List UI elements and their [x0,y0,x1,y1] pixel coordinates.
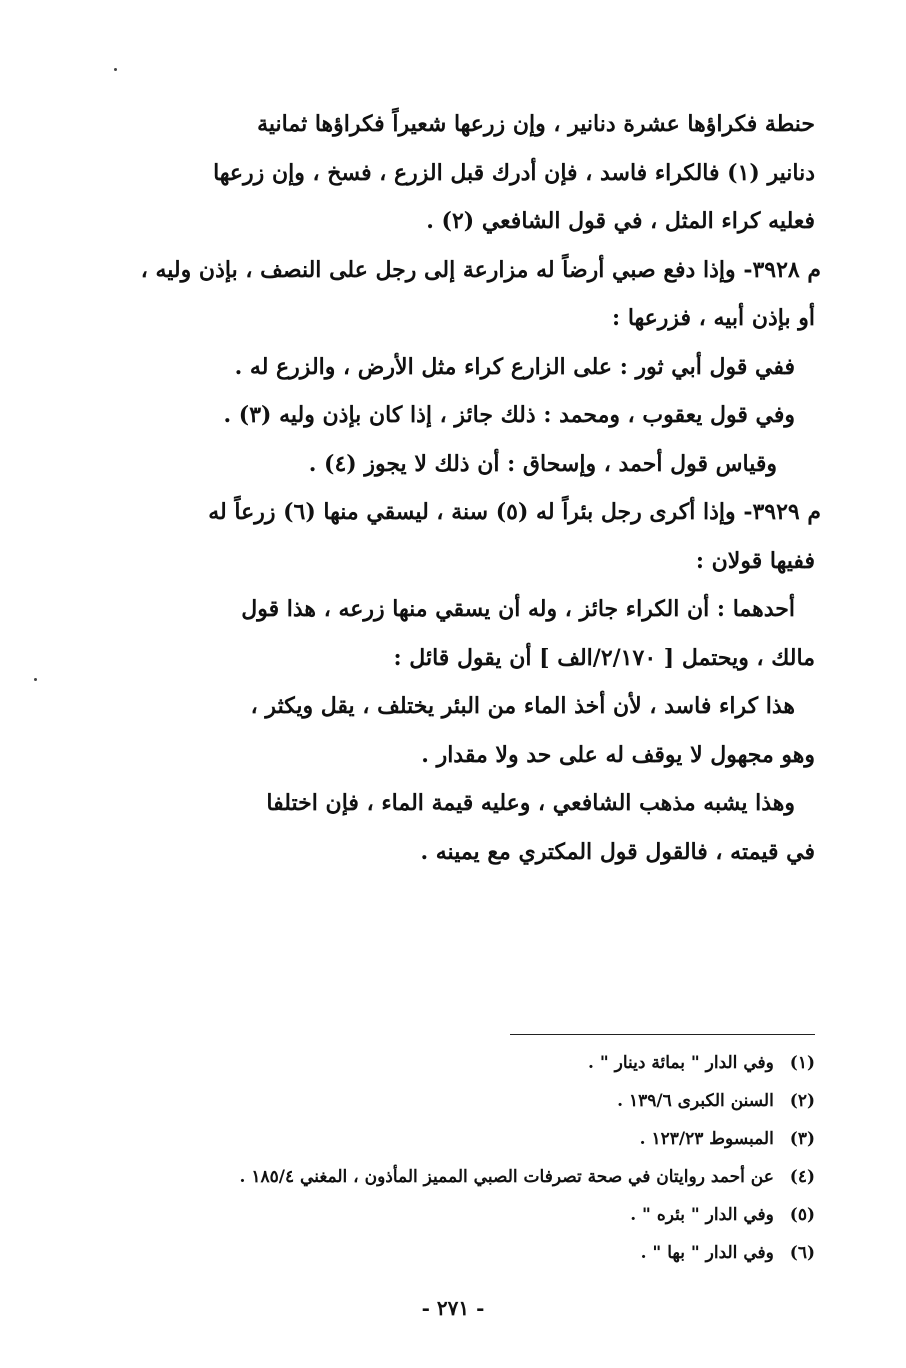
footnote-text: وفي الدار " بمائة دينار " . [588,1053,774,1073]
footnote-divider [510,1034,815,1035]
footnotes [200,1044,815,1272]
text-line: مالك ، ويحتمل [ ٢/١٧٠/الف ] أن يقول قائل : [393,644,815,671]
scan-speck [114,68,117,71]
footnote [200,1234,815,1272]
footnote [200,1044,815,1082]
text-line: أحدهما : أن الكراء جائز ، وله أن يسقي منها زرعه ، هذا قول [241,596,795,622]
footnote-number: (٦) [789,1243,815,1263]
scan-speck [34,678,37,681]
footnote-text: وفي الدار " بها " . [640,1243,774,1263]
text-line: في قيمته ، فالقول قول المكتري مع يمينه . [420,838,815,865]
footnote [200,1120,815,1158]
page-number: - ٢٧١ - [421,1296,485,1320]
footnote-text: السنن الكبرى ١٣٩/٦ . [617,1091,774,1111]
footnote [200,1158,815,1196]
text-line: وهو مجهول لا يوقف له على حد ولا مقدار . [421,741,815,768]
issue-3928-heading: م ٣٩٢٨- وإذا دفع صبي أرضاً له مزارعة إلى رجل على النصف ، بإذن وليه ، [140,256,821,283]
text-line: ففيها قولان : [695,547,815,574]
footnote-text: عن أحمد روايتان في صحة تصرفات الصبي المميز المأذون ، المغني ١٨٥/٤ . [239,1167,774,1187]
text-line: ففي قول أبي ثور : على الزارع كراء مثل الأرض ، والزرع له . [234,353,795,380]
text-line: أو بإذن أبيه ، فزرعها : [612,305,815,331]
footnote-number: (٥) [789,1205,815,1225]
text-line: وفي قول يعقوب ، ومحمد : ذلك جائز ، إذا كان بإذن وليه (٣) . [223,402,795,428]
footnote [200,1082,815,1120]
text-line: حنطة فكراؤها عشرة دنانير ، وإن زرعها شعيراً فكراؤها ثمانية [257,111,815,137]
footnote-number: (٣) [789,1129,815,1149]
text-line: وقياس قول أحمد ، وإسحاق : أن ذلك لا يجوز (٤) . [308,450,777,477]
footnote-number: (١) [789,1053,815,1073]
text-line: فعليه كراء المثل ، في قول الشافعي (٢) . [426,208,815,234]
footnote-text: المبسوط ١٢٣/٢٣ . [639,1129,774,1149]
footnote-text: وفي الدار " بئره " . [630,1205,774,1225]
footnote-number: (٢) [789,1091,815,1111]
footnote [200,1196,815,1234]
footnote-number: (٤) [789,1167,815,1187]
text-line: هذا كراء فاسد ، لأن أخذ الماء من البئر يختلف ، يقل ويكثر ، [250,693,795,719]
text-line: دنانير (١) فالكراء فاسد ، فإن أدرك قبل الزرع ، فسخ ، وإن زرعها [213,159,815,186]
issue-3929-heading: م ٣٩٢٩- وإذا أكرى رجل بئراً له (٥) سنة ، ليسقي منها (٦) زرعاً له [208,499,821,525]
text-line: وهذا يشبه مذهب الشافعي ، وعليه قيمة الماء ، فإن اختلفا [266,790,795,816]
main-text [95,100,821,876]
